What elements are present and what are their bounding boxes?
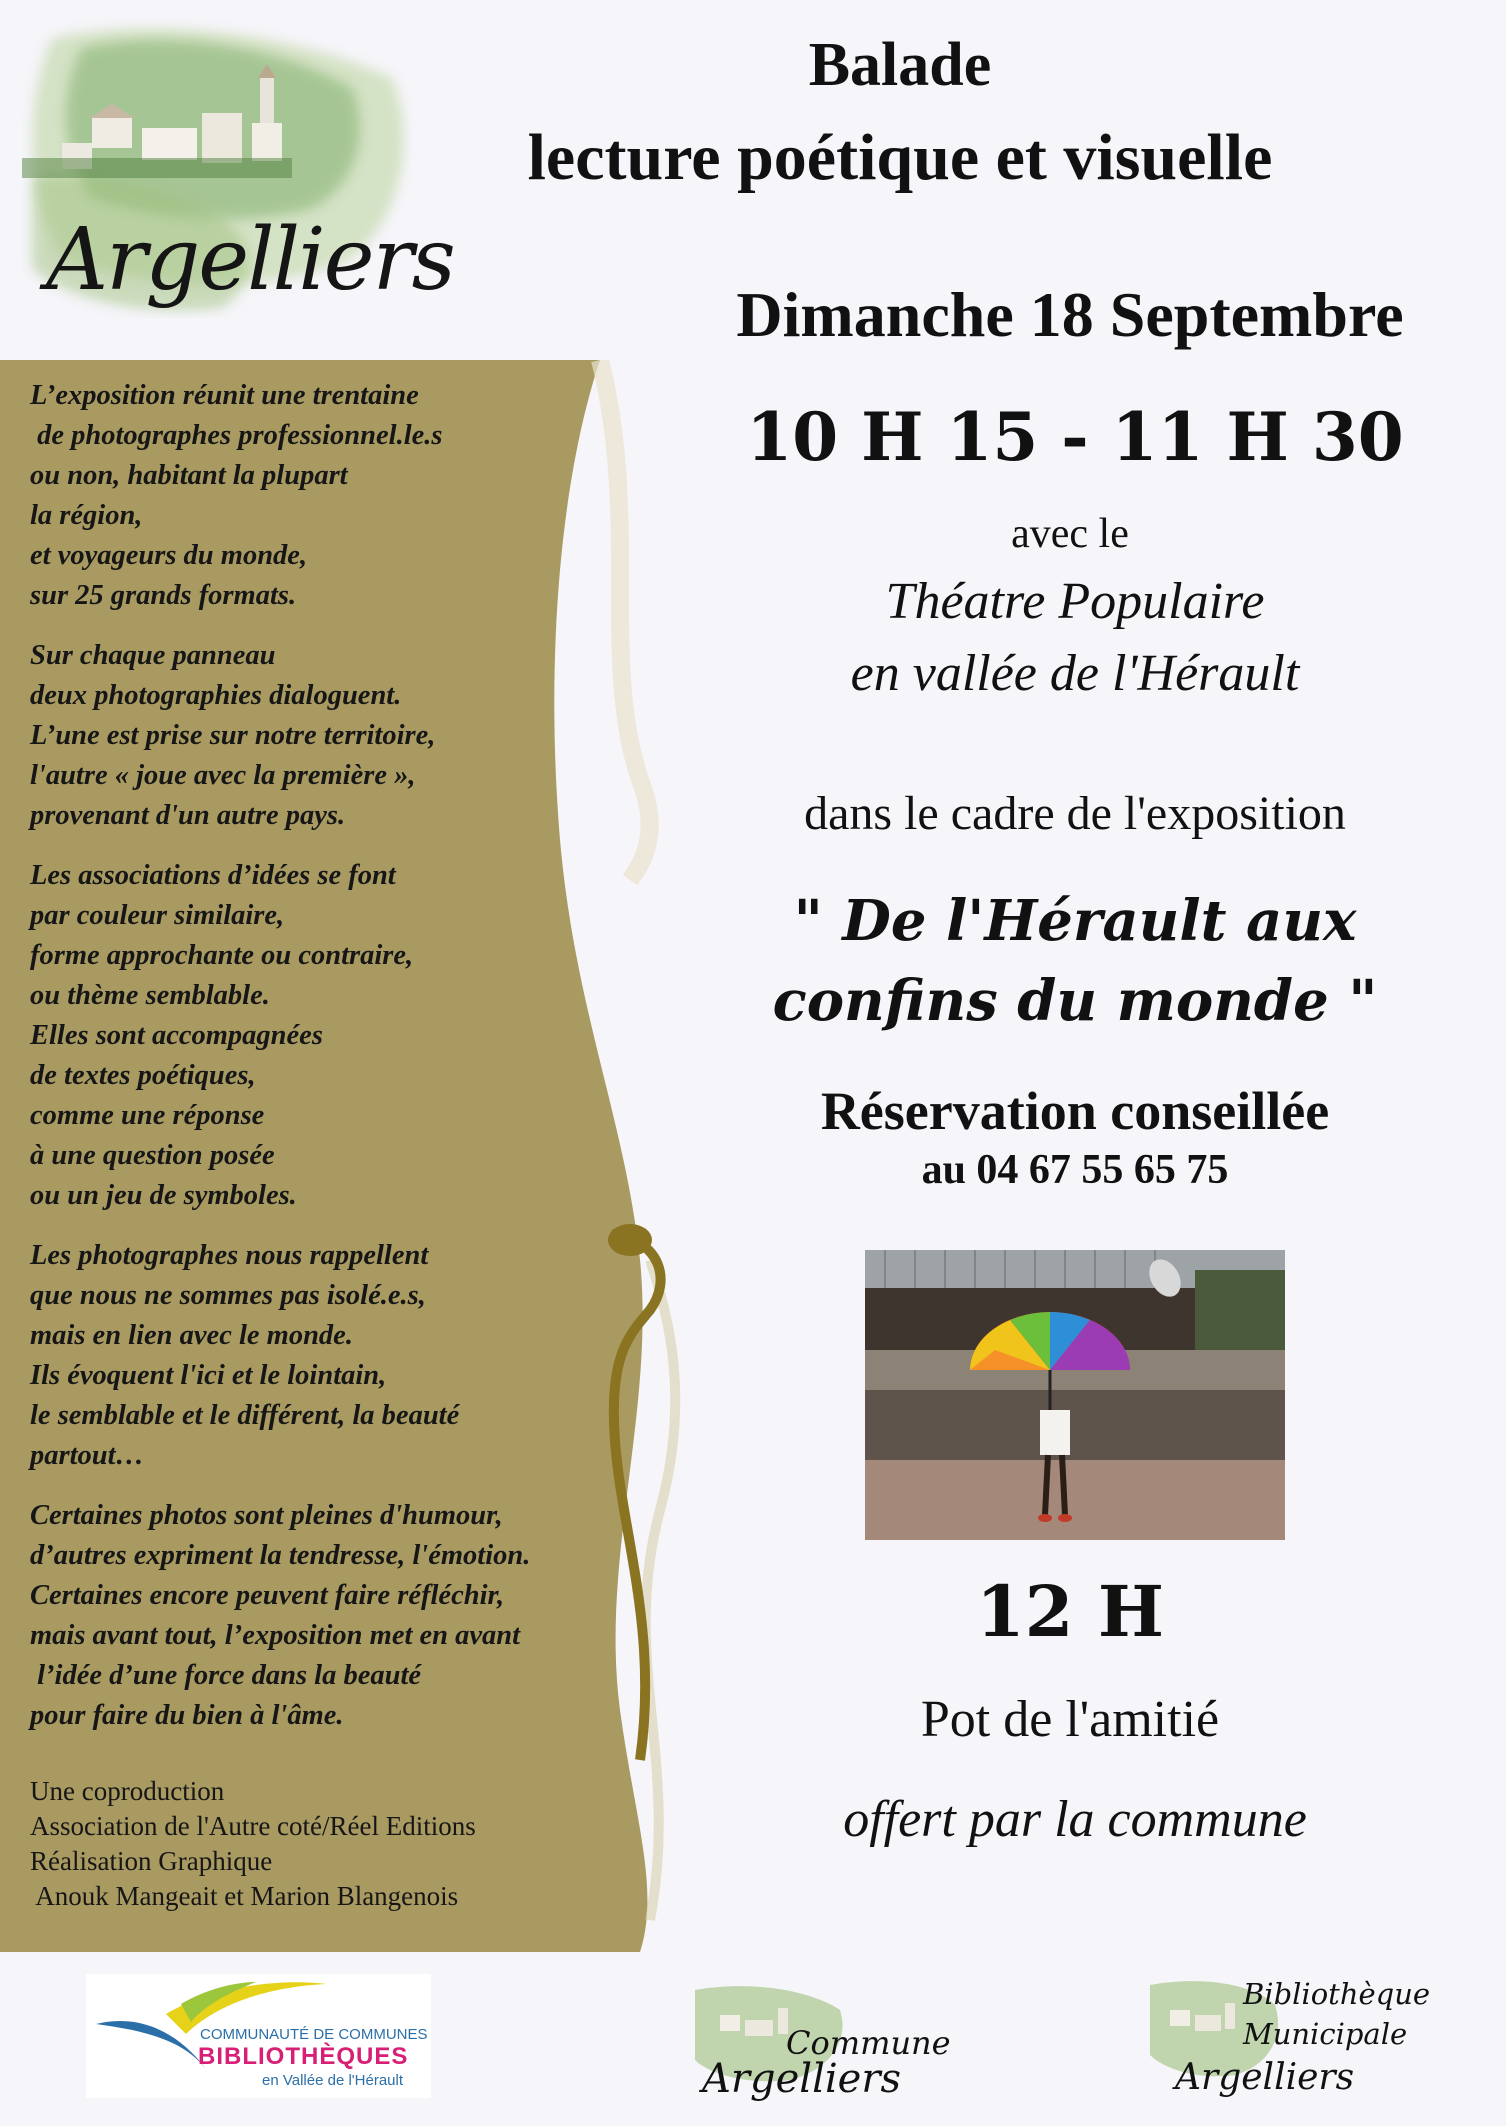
event-time: 10 H 15 - 11 H 30 — [746, 398, 1404, 476]
text-line: de photographes professionnel.le.s — [30, 420, 443, 451]
paragraph-associations — [30, 856, 650, 1216]
title-subtitle: lecture poétique et visuelle — [527, 121, 1273, 194]
credit-line: Une coproduction — [30, 1776, 225, 1806]
cc-line3: en Vallée de l'Hérault — [262, 2072, 404, 2089]
with-label: avec le — [1011, 511, 1129, 557]
cc-line1: COMMUNAUTÉ DE COMMUNES — [200, 2026, 428, 2043]
reception-offered-by: offert par la commune — [843, 1791, 1307, 1848]
text-line: Les associations d’idées se font — [30, 860, 396, 891]
bib-line3: Argelliers — [1175, 2057, 1355, 2098]
paragraph-photographers — [30, 1236, 650, 1476]
text-line: L’une est prise sur notre territoire, — [30, 720, 436, 751]
exhibition-title-line2: confins du monde " — [772, 968, 1378, 1034]
text-line: à une question posée — [30, 1140, 275, 1171]
exhibition-context: dans le cadre de l'exposition — [804, 787, 1346, 840]
text-line: mais avant tout, l’exposition met en avant — [30, 1620, 521, 1651]
text-line: ou thème semblable. — [30, 980, 270, 1011]
credits — [30, 1774, 650, 1914]
theatre-location: en vallée de l'Hérault — [850, 645, 1300, 702]
bibliotheque-logo — [1145, 1975, 1431, 2110]
commune-logo — [690, 1980, 951, 2110]
logo-title: Argelliers — [46, 210, 454, 310]
text-line: l'autre « joue avec la première », — [30, 760, 416, 791]
exhibition-title-line1: " De l'Hérault aux — [793, 888, 1357, 954]
text-line: Ils évoquent l'ici et le lointain, — [30, 1360, 387, 1391]
credit-line: Anouk Mangeait et Marion Blangenois — [30, 1881, 459, 1911]
text-line: forme approchante ou contraire, — [30, 940, 414, 971]
title-balade: Balade — [808, 31, 992, 99]
text-line: deux photographies dialoguent. — [30, 680, 402, 711]
text-line: ou un jeu de symboles. — [30, 1180, 297, 1211]
reception-time: 12 H — [976, 1570, 1164, 1653]
umbrella-icon — [865, 1250, 1285, 1540]
text-line: pour faire du bien à l'âme. — [30, 1700, 344, 1731]
credit-line: Réalisation Graphique — [30, 1846, 273, 1876]
text-line: l’idée d’une force dans la beauté — [30, 1660, 422, 1691]
text-line: par couleur similaire, — [30, 900, 285, 931]
paragraph-panels — [30, 636, 650, 836]
commune-line2: Argelliers — [702, 2056, 901, 2102]
bib-line2: Municipale — [1243, 2017, 1408, 2051]
text-line: sur 25 grands formats. — [30, 580, 297, 611]
exhibition-description — [30, 376, 650, 1756]
text-line: partout… — [30, 1440, 145, 1471]
text-line: Elles sont accompagnées — [30, 1020, 323, 1051]
text-line: L’exposition réunit une trentaine — [30, 380, 419, 411]
cc-line2: BIBLIOTHÈQUES — [198, 2043, 409, 2070]
text-line: le semblable et le différent, la beauté — [30, 1400, 460, 1431]
event-date: Dimanche 18 Septembre — [736, 279, 1404, 350]
text-line: Certaines photos sont pleines d'humour, — [30, 1500, 503, 1531]
bib-line1: Bibliothèque — [1243, 1977, 1431, 2011]
paragraph-photos — [30, 1496, 650, 1736]
text-line: de textes poétiques, — [30, 1060, 256, 1091]
text-line: Les photographes nous rappellent — [30, 1240, 429, 1271]
text-line: Certaines encore peuvent faire réfléchir, — [30, 1580, 505, 1611]
text-line: ou non, habitant la plupart — [30, 460, 348, 491]
umbrella-photo — [865, 1250, 1285, 1540]
text-line: d’autres expriment la tendresse, l'émotion. — [30, 1540, 531, 1571]
reservation-phone: au 04 67 55 65 75 — [921, 1147, 1229, 1193]
communaute-communes-logo — [86, 1974, 431, 2098]
reservation-note: Réservation conseillée — [820, 1081, 1330, 1141]
reception-title: Pot de l'amitié — [920, 1691, 1220, 1748]
text-line: la région, — [30, 500, 143, 531]
argelliers-logo — [22, 18, 454, 318]
text-line: et voyageurs du monde, — [30, 540, 308, 571]
paragraph-intro — [30, 376, 650, 616]
text-line: mais en lien avec le monde. — [30, 1320, 353, 1351]
text-line: provenant d'un autre pays. — [30, 800, 346, 831]
text-line: comme une réponse — [30, 1100, 265, 1131]
text-line: Sur chaque panneau — [30, 640, 276, 671]
theatre-name: Théatre Populaire — [885, 573, 1265, 630]
credit-line: Association de l'Autre coté/Réel Editions — [30, 1811, 476, 1841]
text-line: que nous ne sommes pas isolé.e.s, — [30, 1280, 426, 1311]
commune-line1: Commune — [786, 2024, 951, 2062]
